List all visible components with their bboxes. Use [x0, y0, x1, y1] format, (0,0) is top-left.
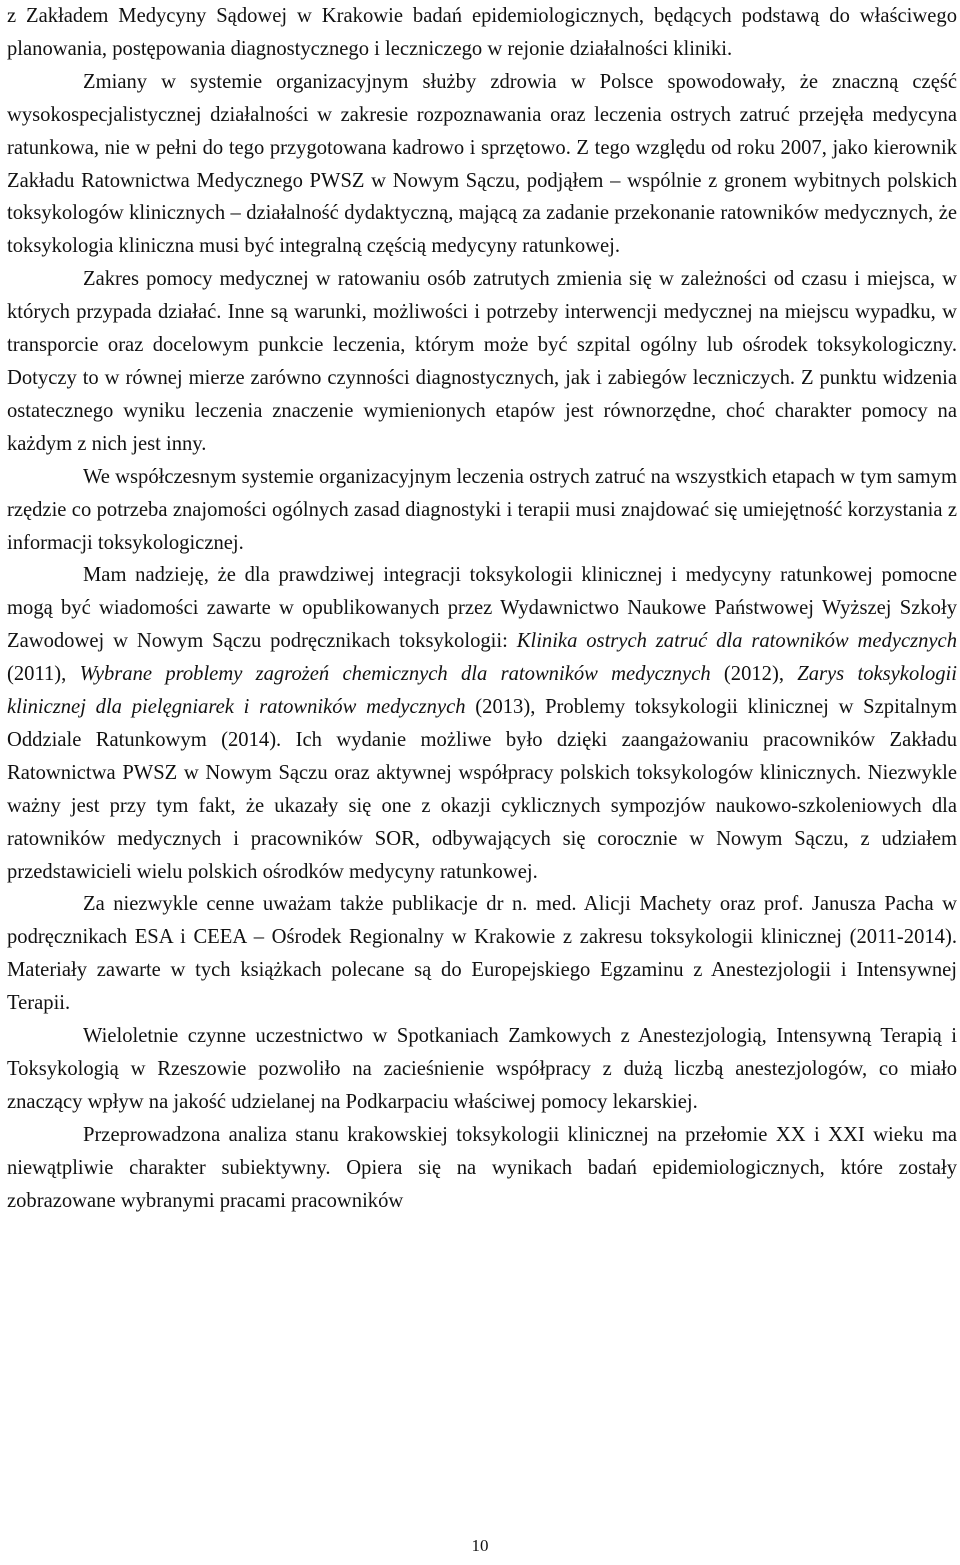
paragraph-text: (2011), — [7, 663, 80, 686]
paragraph — [7, 1020, 957, 1119]
paragraph-text: Za niezwykle cenne uważam także publikacje dr n. med. Alicji Machety oraz prof. Janusza Pacha w podręcznikach ESA i CEEA – Ośrodek Regionalny w Krakowie z zakresu toksykologii klinicznej (2011-2014). Materiały zawarte w tych książkach polecane są do Europejskiego Egzaminu z Anestezjologii i Intensywnej Terapii. — [7, 893, 957, 1015]
document-page — [7, 0, 957, 1218]
paragraph — [7, 559, 957, 888]
paragraph — [7, 0, 957, 66]
paragraph-text: We współczesnym systemie organizacyjnym leczenia ostrych zatruć na wszystkich etapach w tym samym rzędzie co potrzeba znajomości ogólnych zasad diagnostyki i terapii musi znajdować się umiejętność korzystania z informacji toksykologicznej. — [7, 465, 957, 554]
book-title-italic: Wybrane problemy zagrożeń chemicznych dla ratowników medycznych — [79, 663, 711, 686]
paragraph-text: Mam nadzieję, że dla prawdziwej integracji toksykologii klinicznej i medycyny ratunkowej pomocne mogą być wiadomości zawarte w opublikowanych przez Wydawnictwo Naukowe Państwowej Wyższej Szkoły Zawodowej w Nowym Sączu podręcznikach toksykologii: — [7, 564, 957, 653]
paragraph-text: Zmiany w systemie organizacyjnym służby zdrowia w Polsce spowodowały, że znaczną część wysokospecjalistycznej działalności w zakresie rozpoznawania oraz leczenia ostrych zatruć przejęła medycyna ratunkowa, nie w pełni do tego przygotowana kadrowo i sprzętowo. Z tego względu od roku 2007, jako kierownik Zakładu Ratownictwa Medycznego PWSZ w Nowym Sączu, podjąłem – wspólnie z gronem wybitnych polskich toksykologów klinicznych – działalność dydaktyczną, mającą za zadanie przekonanie ratowników medycznych, że toksykologia kliniczna musi być integralną częścią medycyny ratunkowej. — [7, 70, 957, 258]
paragraph — [7, 66, 957, 263]
paragraph-text: z Zakładem Medycyny Sądowej w Krakowie badań epidemiologicznych, będących podstawą do właściwego planowania, postępowania diagnostycznego i leczniczego w rejonie działalności kliniki. — [7, 5, 957, 60]
page-number: 10 — [471, 1536, 489, 1555]
paragraph-text: (2013), Problemy toksykologii klinicznej w Szpitalnym Oddziale Ratunkowym (2014). Ich wydanie możliwe było dzięki zaangażowaniu pracowników Zakładu Ratownictwa PWSZ w Nowym Sączu oraz aktywnej współpracy polskich toksykologów klinicznych. Niezwykle ważny jest przy tym fakt, że ukazały się one z okazji cyklicznych sympozjów naukowo-szkoleniowych dla ratowników medycznych i pracowników SOR, odbywających się corocznie w Nowym Sączu, z udziałem przedstawicieli wielu polskich ośrodków medycyny ratunkowej. — [7, 696, 957, 883]
paragraph — [7, 263, 957, 460]
paragraph — [7, 1119, 957, 1218]
paragraph — [7, 888, 957, 1020]
paragraph — [7, 461, 957, 560]
book-title-italic: Zarys toksykologii klinicznej dla pielęgniarek i ratowników medycznych — [7, 663, 957, 719]
paragraph-text: (2012), — [710, 663, 798, 686]
paragraph-text: Zakres pomocy medycznej w ratowaniu osób zatrutych zmienia się w zależności od czasu i miejsca, w których przypada działać. Inne są warunki, możliwości i potrzeby interwencji medycznej na miejscu wypadku, w transporcie oraz docelowym punkcie leczenia, którym może być szpital ogólny lub ośrodek toksykologiczny. Dotyczy to w równej mierze zarówno czynności diagnostycznych, jak i zabiegów leczniczych. Z punktu widzenia ostatecznego wyniku leczenia znaczenie wymienionych etapów jest równorzędne, choć charakter pomocy na każdym z nich jest inny. — [7, 268, 957, 455]
paragraph-text: Wieloletnie czynne uczestnictwo w Spotkaniach Zamkowych z Anestezjologią, Intensywną Terapią i Toksykologią w Rzeszowie pozwoliło na zacieśnienie współpracy z dużą liczbą anestezjologów, co miało znaczący wpływ na jakość udzielanej na Podkarpaciu właściwej pomocy lekarskiej. — [7, 1025, 957, 1113]
book-title-italic: Klinika ostrych zatruć dla ratowników medycznych — [516, 630, 957, 653]
paragraph-text: Przeprowadzona analiza stanu krakowskiej toksykologii klinicznej na przełomie XX i XXI wieku ma niewątpliwie charakter subiektywny. Opiera się na wynikach badań epidemiologicznych, które zostały zobrazowane wybranymi pracami pracowników — [7, 1123, 957, 1212]
